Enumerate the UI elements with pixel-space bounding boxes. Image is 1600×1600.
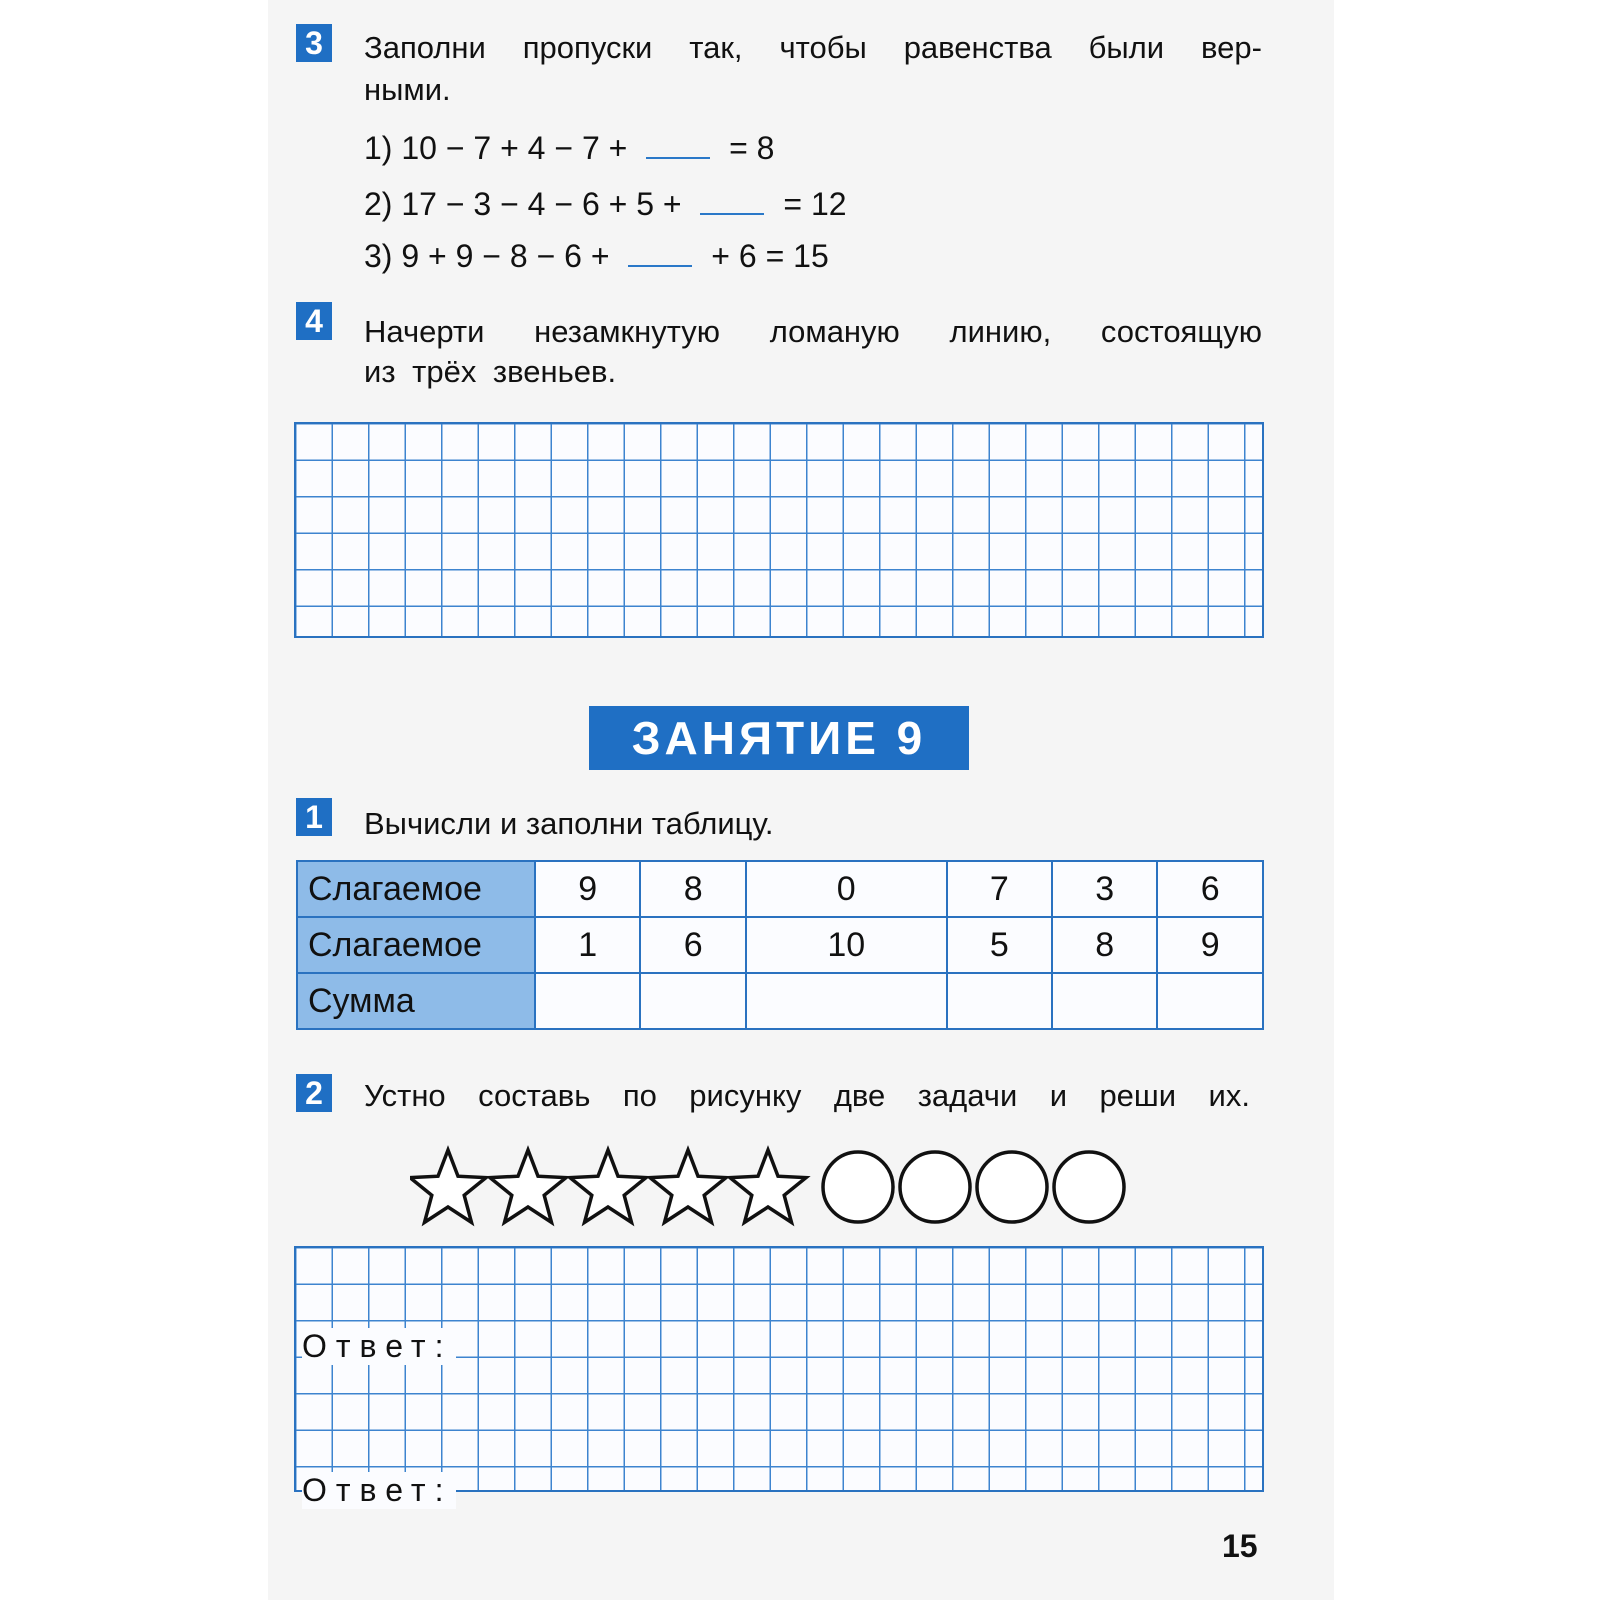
task-1-text: Вычисли и заполни таблицу.	[364, 806, 774, 841]
task-2-number: 2	[296, 1074, 332, 1112]
task-4-number: 4	[296, 302, 332, 340]
answer-label-2: Ответ:	[302, 1472, 456, 1509]
table-cell: 7	[947, 861, 1052, 917]
row-label-sum: Сумма	[297, 973, 535, 1029]
equation-1: 1) 10 − 7 + 4 − 7 + = 8	[364, 130, 775, 166]
equation-3: 3) 9 + 9 − 8 − 6 + + 6 = 15	[364, 238, 829, 274]
sum-table	[296, 860, 1264, 1030]
page-number: 15	[1222, 1528, 1258, 1564]
row-label-addend-2: Слагаемое	[297, 917, 535, 973]
equation-2: 2) 17 − 3 − 4 − 6 + 5 + = 12	[364, 186, 847, 222]
equation-3-blank[interactable]	[628, 239, 692, 267]
task-4-text-line-1: Начерти незамкнутую ломаную линию, состоящую	[364, 314, 1262, 349]
circle-icon	[1054, 1152, 1124, 1222]
table-cell: 10	[746, 917, 947, 973]
table-cell: 1	[535, 917, 640, 973]
sum-answer-cell[interactable]	[947, 973, 1052, 1029]
sum-answer-cell[interactable]	[535, 973, 640, 1029]
task-2-text: Устно составь по рисунку две задачи и реши их.	[364, 1078, 1250, 1113]
task-1-number: 1	[296, 798, 332, 836]
star-icon	[650, 1150, 726, 1222]
row-label-addend-1: Слагаемое	[297, 861, 535, 917]
task-3-text-line-2: ными.	[364, 72, 451, 107]
table-row	[297, 973, 1263, 1029]
star-icon	[490, 1150, 566, 1222]
table-cell: 0	[746, 861, 947, 917]
sum-answer-cell[interactable]	[1052, 973, 1157, 1029]
stars-group	[410, 1150, 806, 1222]
task-4-text-line-2: из трёх звеньев.	[364, 354, 617, 389]
table-cell: 3	[1052, 861, 1157, 917]
lesson-title: ЗАНЯТИЕ 9	[589, 706, 969, 770]
table-cell: 8	[1052, 917, 1157, 973]
answer-grid[interactable]	[294, 1246, 1264, 1492]
star-icon	[570, 1150, 646, 1222]
table-cell: 6	[640, 917, 745, 973]
circle-icon	[977, 1152, 1047, 1222]
table-cell: 8	[640, 861, 745, 917]
equation-2-blank[interactable]	[700, 187, 764, 215]
table-cell: 9	[535, 861, 640, 917]
task-3-number: 3	[296, 24, 332, 62]
stars-and-circles-picture	[410, 1140, 1150, 1230]
circle-icon	[823, 1152, 893, 1222]
table-cell: 9	[1157, 917, 1263, 973]
sum-answer-cell[interactable]	[1157, 973, 1263, 1029]
task-3-text-line-1: Заполни пропуски так, чтобы равенства были вер-	[364, 30, 1262, 65]
table-row	[297, 917, 1263, 973]
circles-group	[823, 1152, 1124, 1222]
table-cell: 5	[947, 917, 1052, 973]
equation-1-blank[interactable]	[646, 131, 710, 159]
circle-icon	[900, 1152, 970, 1222]
table-cell: 6	[1157, 861, 1263, 917]
drawing-grid[interactable]	[294, 422, 1264, 638]
table-row	[297, 861, 1263, 917]
sum-answer-cell[interactable]	[640, 973, 745, 1029]
star-icon	[730, 1150, 806, 1222]
sum-answer-cell[interactable]	[746, 973, 947, 1029]
answer-label-1: Ответ:	[302, 1328, 456, 1365]
star-icon	[410, 1150, 486, 1222]
